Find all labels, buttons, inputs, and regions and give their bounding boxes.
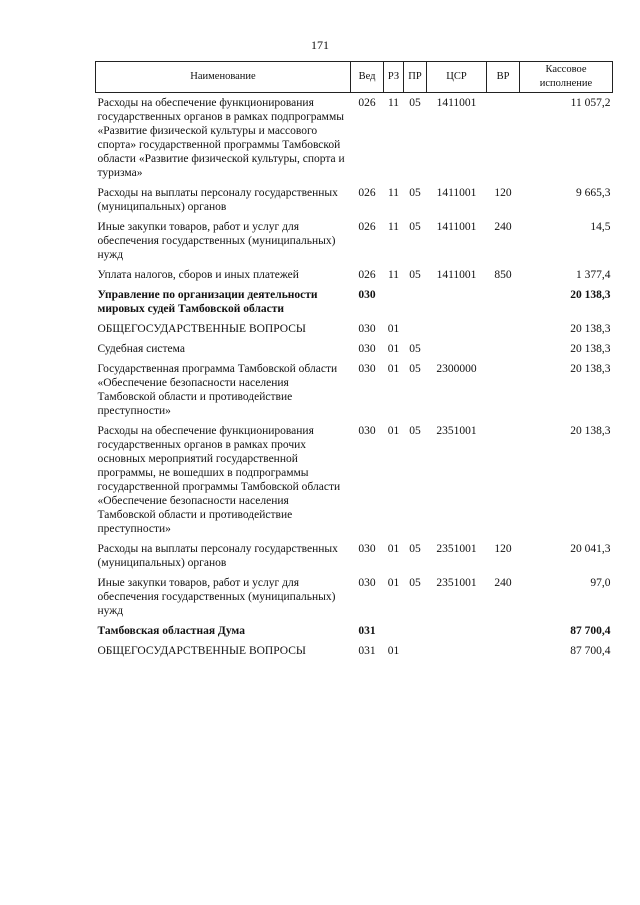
cell-rz: 01 bbox=[387, 577, 400, 589]
table-row bbox=[96, 539, 613, 573]
table-row bbox=[96, 421, 613, 539]
header-rz: РЗ bbox=[384, 62, 404, 93]
cell-pr: 05 bbox=[409, 221, 421, 233]
cell-name: Иные закупки товаров, работ и услуг для обеспечения государственных (муниципальных) нужд bbox=[97, 221, 336, 261]
cell-pr: 05 bbox=[409, 269, 421, 281]
cell-ved: 026 bbox=[358, 97, 376, 109]
cell-rz: 11 bbox=[387, 221, 400, 233]
cell-rz: 01 bbox=[387, 425, 400, 437]
table-row bbox=[96, 93, 613, 184]
cell-ved: 026 bbox=[358, 187, 376, 199]
cell-pr: 05 bbox=[409, 97, 421, 109]
cell-pr bbox=[404, 621, 427, 641]
cell-csr: 1411001 bbox=[436, 97, 477, 109]
cell-pr bbox=[404, 641, 427, 661]
cell-rz: 01 bbox=[387, 543, 400, 555]
header-csr: ЦСР bbox=[427, 62, 487, 93]
cell-name: ОБЩЕГОСУДАРСТВЕННЫЕ ВОПРОСЫ bbox=[97, 323, 306, 335]
cell-vr: 240 bbox=[494, 577, 512, 589]
cell-csr: 1411001 bbox=[436, 221, 477, 233]
cell-ved: 030 bbox=[358, 577, 376, 589]
cell-rz: 01 bbox=[387, 323, 400, 335]
cell-csr: 2351001 bbox=[436, 425, 477, 437]
cell-name: Расходы на выплаты персоналу государственных (муниципальных) органов bbox=[97, 543, 338, 569]
cell-name: Судебная система bbox=[97, 343, 185, 355]
cell-amount: 20 138,3 bbox=[570, 289, 611, 301]
cell-rz: 11 bbox=[387, 269, 400, 281]
table-body bbox=[96, 93, 613, 662]
cell-name: Управление по организации деятельности мировых судей Тамбовской области bbox=[97, 289, 318, 315]
cell-rz: 11 bbox=[387, 97, 400, 109]
header-vr: ВР bbox=[487, 62, 520, 93]
cell-vr: 240 bbox=[494, 221, 512, 233]
cell-vr bbox=[487, 421, 520, 539]
cell-csr: 1411001 bbox=[436, 187, 477, 199]
cell-amount: 20 041,3 bbox=[570, 543, 611, 555]
table-row bbox=[96, 359, 613, 421]
cell-name: Уплата налогов, сборов и иных платежей bbox=[97, 269, 299, 281]
cell-amount: 1 377,4 bbox=[576, 269, 611, 281]
cell-amount: 97,0 bbox=[590, 577, 611, 589]
cell-csr: 2351001 bbox=[436, 577, 477, 589]
cell-name: ОБЩЕГОСУДАРСТВЕННЫЕ ВОПРОСЫ bbox=[97, 645, 306, 657]
cell-csr: 2351001 bbox=[436, 543, 477, 555]
cell-csr: 1411001 bbox=[436, 269, 477, 281]
cell-pr: 05 bbox=[409, 425, 421, 437]
cell-vr: 850 bbox=[494, 269, 512, 281]
cell-amount: 20 138,3 bbox=[570, 425, 611, 437]
cell-vr bbox=[487, 359, 520, 421]
cell-csr bbox=[427, 285, 487, 319]
cell-name: Тамбовская областная Дума bbox=[97, 625, 245, 637]
table-row bbox=[96, 621, 613, 641]
cell-pr: 05 bbox=[409, 577, 421, 589]
cell-rz: 01 bbox=[387, 645, 400, 657]
cell-ved: 026 bbox=[358, 269, 376, 281]
cell-amount: 87 700,4 bbox=[570, 645, 611, 657]
cell-pr: 05 bbox=[409, 343, 421, 355]
cell-csr bbox=[427, 621, 487, 641]
cell-vr bbox=[487, 339, 520, 359]
cell-rz: 11 bbox=[387, 187, 400, 199]
cell-vr bbox=[487, 93, 520, 184]
cell-csr bbox=[427, 641, 487, 661]
cell-amount: 87 700,4 bbox=[570, 625, 611, 637]
cell-amount: 14,5 bbox=[590, 221, 611, 233]
table-row bbox=[96, 183, 613, 217]
cell-vr bbox=[487, 621, 520, 641]
cell-vr bbox=[487, 319, 520, 339]
table-row bbox=[96, 285, 613, 319]
table-row bbox=[96, 641, 613, 661]
cell-csr: 2300000 bbox=[436, 363, 477, 375]
header-amount: Кассовое исполнение bbox=[520, 62, 613, 93]
cell-csr bbox=[427, 319, 487, 339]
cell-ved: 030 bbox=[358, 323, 376, 335]
table-row bbox=[96, 573, 613, 621]
table-row bbox=[96, 319, 613, 339]
cell-vr: 120 bbox=[494, 543, 512, 555]
cell-vr bbox=[487, 641, 520, 661]
cell-ved: 026 bbox=[358, 221, 376, 233]
cell-ved: 030 bbox=[358, 289, 376, 301]
cell-pr: 05 bbox=[409, 187, 421, 199]
cell-vr bbox=[487, 285, 520, 319]
cell-amount: 20 138,3 bbox=[570, 323, 611, 335]
cell-name: Расходы на обеспечение функционирования государственных органов в рамках прочих основных мероприятий государственной программы, не вошедших в подпрограммы государственной программы Тамбовской области «Обеспечение безопасности населения Тамбовской области и противодействие преступности» bbox=[97, 425, 341, 535]
cell-ved: 030 bbox=[358, 363, 376, 375]
cell-name: Расходы на выплаты персоналу государственных (муниципальных) органов bbox=[97, 187, 338, 213]
cell-ved: 030 bbox=[358, 543, 376, 555]
table-header-row bbox=[96, 62, 613, 93]
header-name: Наименование bbox=[96, 62, 351, 93]
cell-rz bbox=[384, 621, 404, 641]
cell-name: Государственная программа Тамбовской области «Обеспечение безопасности населения Тамбовской области и противодействие преступности» bbox=[97, 363, 338, 417]
cell-pr: 05 bbox=[409, 363, 421, 375]
cell-vr: 120 bbox=[494, 187, 512, 199]
cell-amount: 9 665,3 bbox=[576, 187, 611, 199]
cell-amount: 20 138,3 bbox=[570, 343, 611, 355]
cell-rz: 01 bbox=[387, 343, 400, 355]
cell-amount: 11 057,2 bbox=[570, 97, 611, 109]
cell-csr bbox=[427, 339, 487, 359]
table-row bbox=[96, 265, 613, 285]
cell-rz bbox=[384, 285, 404, 319]
table-row bbox=[96, 217, 613, 265]
header-ved: Вед bbox=[351, 62, 384, 93]
header-pr: ПР bbox=[404, 62, 427, 93]
cell-ved: 030 bbox=[358, 343, 376, 355]
cell-ved: 031 bbox=[358, 645, 376, 657]
budget-table bbox=[95, 61, 613, 661]
cell-ved: 030 bbox=[358, 425, 376, 437]
cell-ved: 031 bbox=[358, 625, 376, 637]
cell-amount: 20 138,3 bbox=[570, 363, 611, 375]
table-row bbox=[96, 339, 613, 359]
cell-name: Иные закупки товаров, работ и услуг для обеспечения государственных (муниципальных) нужд bbox=[97, 577, 336, 617]
cell-name: Расходы на обеспечение функционирования государственных органов в рамках подпрограммы «Развитие физической культуры и массового спорта» государственной программы Тамбовской области «Развитие физической культуры, спорта и туризма» bbox=[97, 97, 345, 179]
cell-rz: 01 bbox=[387, 363, 400, 375]
cell-pr bbox=[404, 285, 427, 319]
cell-pr: 05 bbox=[409, 543, 421, 555]
page-number: 171 bbox=[311, 38, 329, 52]
cell-pr bbox=[404, 319, 427, 339]
